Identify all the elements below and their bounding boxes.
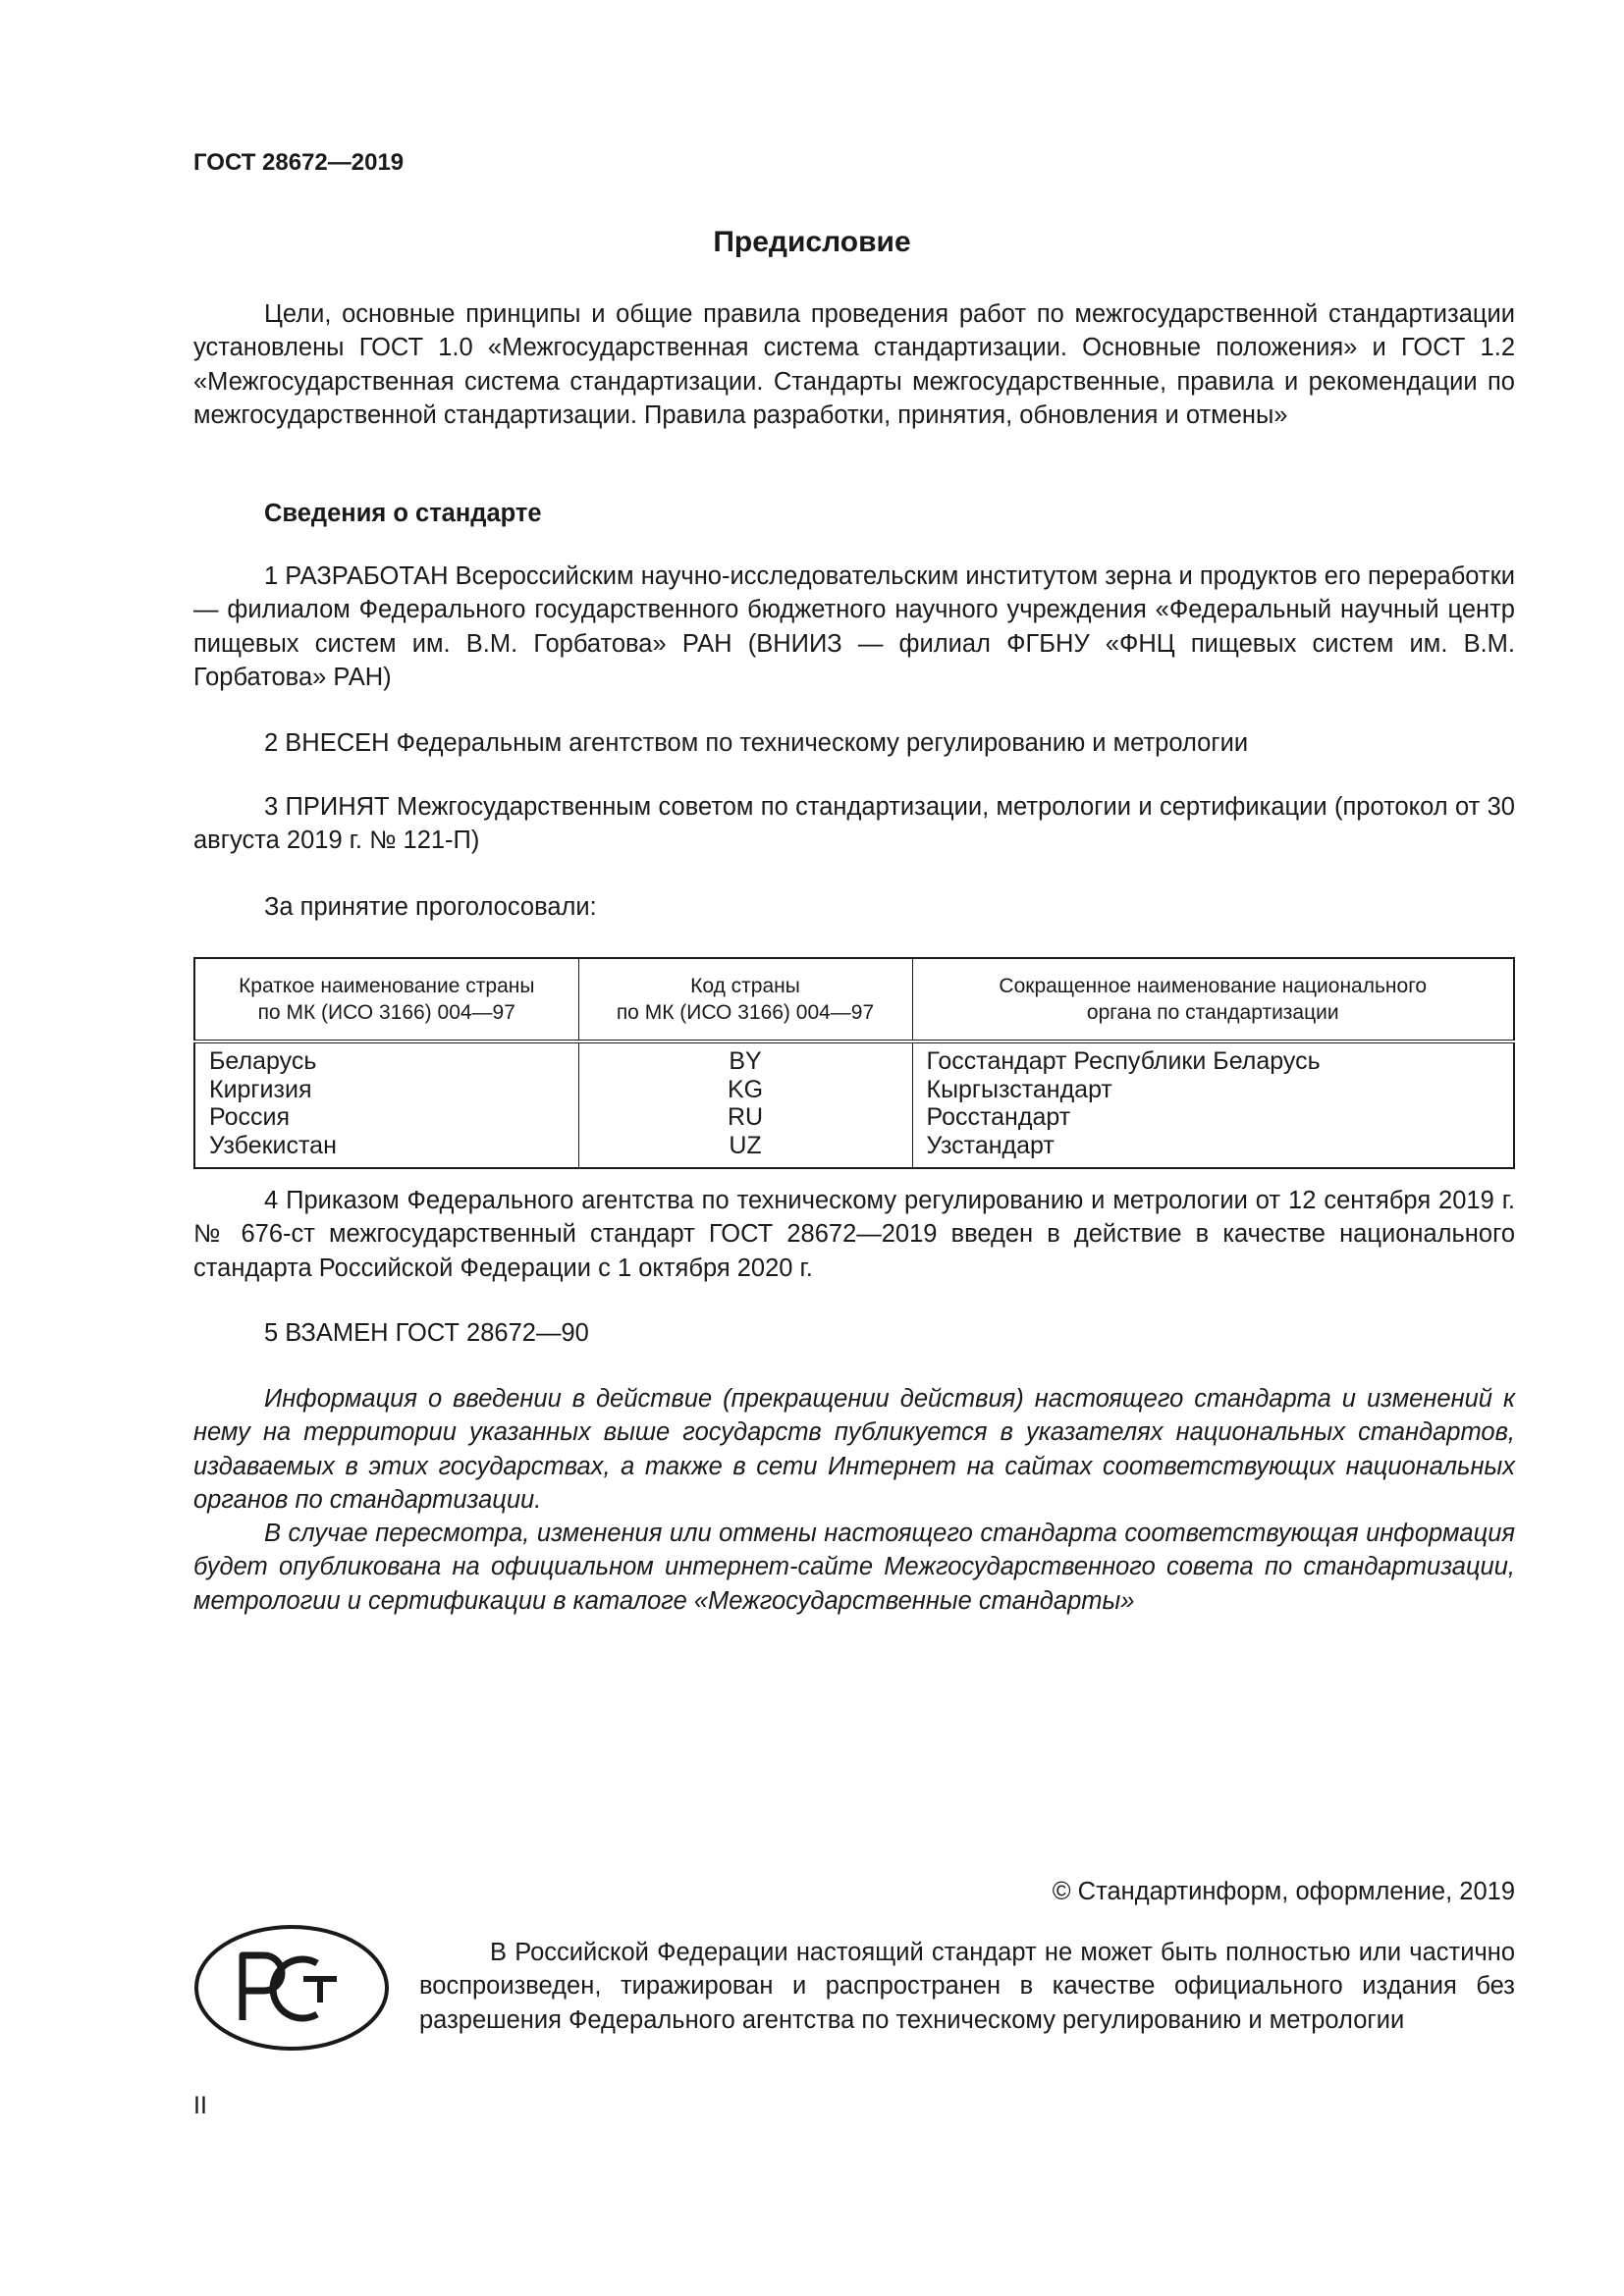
column-header-country: Краткое наименование страны по МК (ИСО 3166) 004—97 (194, 958, 578, 1041)
body-cell: Росстандарт (912, 1103, 1514, 1132)
body-cell: Кыргызстандарт (912, 1076, 1514, 1104)
code-cell: KG (578, 1076, 912, 1104)
body-cell: Госстандарт Республики Беларусь (912, 1041, 1514, 1076)
code-cell: BY (578, 1041, 912, 1076)
vote-table-header-row (194, 958, 1514, 1041)
table-row (194, 1132, 1514, 1169)
item-enacted: 4 Приказом Федерального агентства по техническому регулированию и метрологии от 12 сентября 2019 г. № 676-ст межгосударственный стандарт ГОСТ 28672—2019 введен в действие в качестве национального стандарта Российской Федерации с 1 октября 2020 г. (193, 1187, 1515, 1282)
page-number: II (193, 2092, 207, 2119)
reproduction-notice: В Российской Федерации настоящий стандарт не может быть полностью или частично воспроизведен, тиражирован и распространен в качестве официального издания без разрешения Федерального агентства по техническому регулированию и метрологии (419, 1939, 1515, 2034)
info-paragraph-2: В случае пересмотра, изменения или отмены настоящего стандарта соответствующая информация будет опубликована на официальном интернет-сайте Межгосударственного совета по стандартизации, метрологии и сертификации в каталоге «Межгосударственные стандарты» (193, 1520, 1515, 1615)
section-heading: Сведения о стандарте (264, 500, 542, 527)
country-cell: Киргизия (209, 1075, 312, 1103)
code-cell: UZ (578, 1132, 912, 1169)
table-row (194, 1076, 1514, 1104)
item-developed: 1 РАЗРАБОТАН Всероссийским научно-исследовательским институтом зерна и продуктов его переработки — филиалом Федерального государственного бюджетного научного учреждения «Федеральный научный центр пищевых систем им. В.М. Горбатова» РАН (ВНИИЗ — филиал ФГБНУ «ФНЦ пищевых систем им. В.М. Горбатова» РАН) (193, 562, 1515, 691)
column-header-body: Сокращенное наименование национального органа по стандартизации (912, 958, 1514, 1041)
country-cell: Узбекистан (209, 1131, 337, 1159)
vote-table (193, 957, 1515, 1169)
voted-label: За принятие проголосовали: (264, 893, 597, 921)
table-row (194, 1103, 1514, 1132)
intro-paragraph: Цели, основные принципы и общие правила проведения работ по межгосударственной стандартизации установлены ГОСТ 1.0 «Межгосударственная система стандартизации. Основные положения» и ГОСТ 1.2 «Межгосударственная система стандартизации. Стандарты межгосударственные, правила и рекомендации по межгосударственной стандартизации. Правила разработки, принятия, обновления и отмены» (193, 300, 1515, 429)
column-header-code: Код страны по МК (ИСО 3166) 004—97 (578, 958, 912, 1041)
rst-certification-mark-icon (193, 1924, 390, 2052)
code-cell: RU (578, 1103, 912, 1132)
item-adopted: 3 ПРИНЯТ Межгосударственным советом по стандартизации, метрологии и сертификации (протокол от 30 августа 2019 г. № 121-П) (193, 793, 1515, 855)
country-cell: Россия (209, 1103, 290, 1131)
copyright-line: © Стандартинформ, оформление, 2019 (1052, 1878, 1515, 1905)
item-replaces: 5 ВЗАМЕН ГОСТ 28672—90 (264, 1319, 589, 1347)
item-introduced: 2 ВНЕСЕН Федеральным агентством по техническому регулированию и метрологии (264, 729, 1249, 757)
body-cell: Узстандарт (912, 1132, 1514, 1169)
table-row (194, 1041, 1514, 1076)
country-cell: Беларусь (209, 1047, 317, 1075)
info-paragraph-1: Информация о введении в действие (прекращении действия) настоящего стандарта и изменений к нему на территории указанных выше государств публикуется в указателях национальных стандартов, издаваемых в этих государствах, а также в сети Интернет на сайтах соответствующих национальных органов по стандартизации. (193, 1385, 1515, 1514)
page-title: Предисловие (713, 226, 911, 258)
document-code: ГОСТ 28672—2019 (193, 149, 405, 176)
